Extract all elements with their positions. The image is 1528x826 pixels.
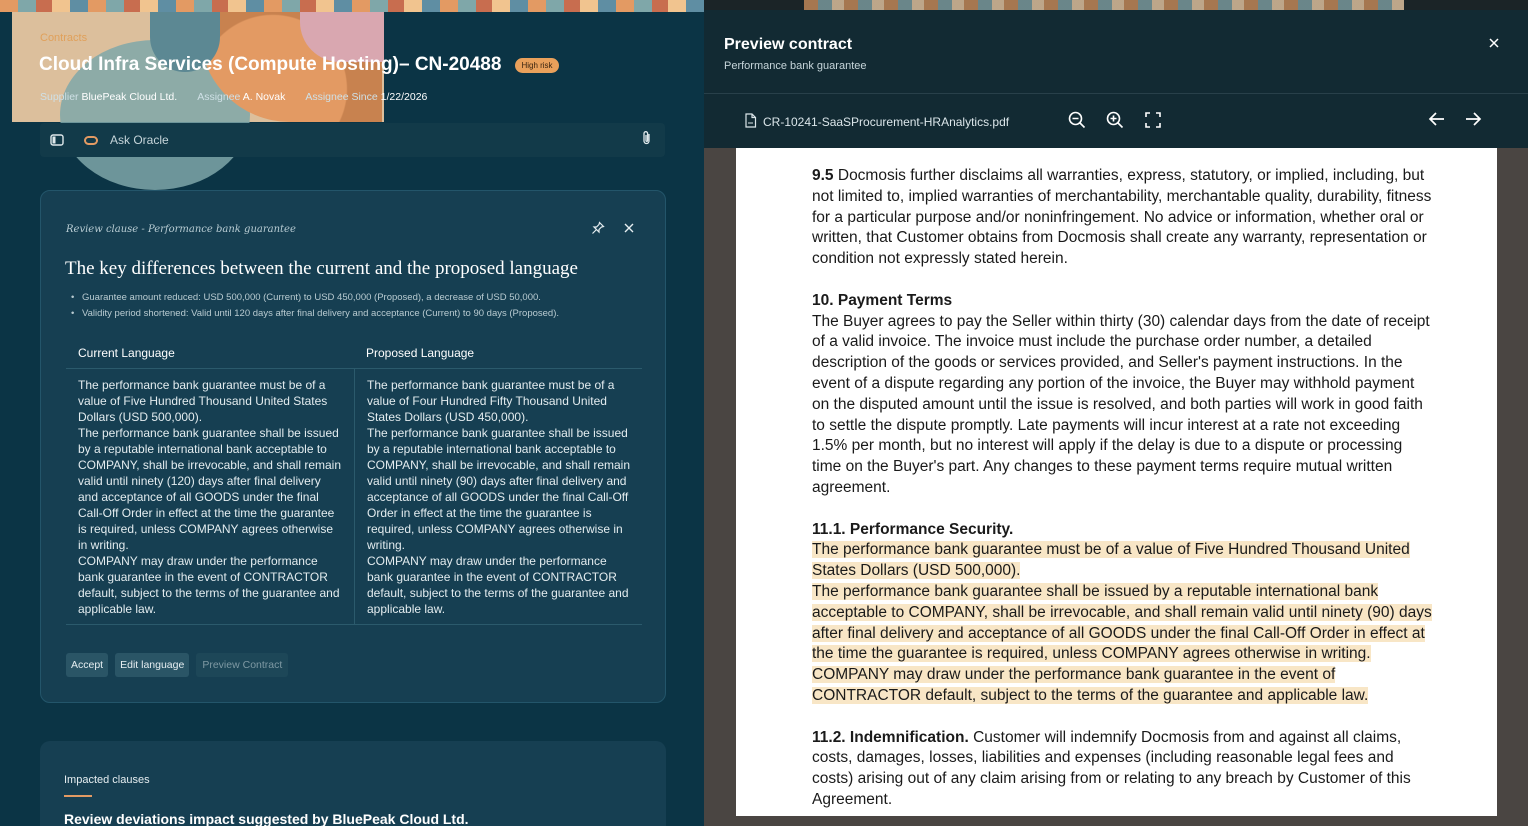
close-icon[interactable]	[623, 221, 635, 240]
supplier-meta: Supplier BluePeak Cloud Ltd.	[40, 91, 178, 103]
table-header	[66, 341, 642, 369]
document-toolbar	[704, 94, 1528, 148]
pdf-file-icon	[744, 113, 757, 131]
highlighted-clause: COMPANY may draw under the performance bank guarantee in the event of CONTRACTOR default, subject to the terms of the guarantee and applicable law.	[812, 666, 1369, 704]
card-button-row	[66, 653, 288, 677]
file-name	[744, 113, 1009, 131]
risk-badge: High risk	[515, 58, 558, 73]
zoom-out-icon[interactable]	[1068, 111, 1086, 134]
page-navigation	[1428, 111, 1482, 132]
section-9-5: 9.5 Docmosis further disclaims all warranties, express, statutory, or implied, including, but not limited to, implied warranties of merchantability, merchantable quality, durability, fitness for a particular purpose and/or noninfringement. No advice or information, whether oral or written, that Customer obtains from Docmosis shall create any warranty, representation or condition not expressly stated herein.	[812, 167, 1432, 268]
close-preview-icon[interactable]	[1488, 36, 1500, 54]
zoom-tools	[1068, 111, 1162, 134]
accept-button[interactable]: Accept	[66, 653, 108, 677]
col-proposed-header: Proposed Language	[366, 346, 475, 360]
ask-input[interactable]: Ask Oracle	[110, 133, 169, 147]
edit-language-button[interactable]: Edit language	[115, 653, 189, 677]
section-11-2: 11.2. Indemnification. Customer will indemnify Docmosis from and against all claims, costs, damages, losses, liabilities and expenses (including reasonable legal fees and costs) arising out of any claim arising from or relating to any breach by Customer of this Agreement.	[812, 728, 1411, 808]
attach-icon[interactable]	[641, 130, 653, 151]
assignee-meta: Assignee A. Novak	[197, 91, 286, 103]
review-clause-card	[40, 190, 666, 703]
highlighted-clause: The performance bank guarantee shall be issued by a reputable international bank acceptable to COMPANY, shall be irrevocable, and shall remain valid until ninety (90) days after final delivery and acceptance of all GOODS under the final Call-Off Order in effect at the time the guarantee is required, unless COMPANY agrees otherwise in writing.	[812, 582, 1432, 663]
preview-header	[704, 10, 1528, 94]
page-title: Cloud Infra Services (Compute Hosting)– CN-20488	[39, 54, 502, 75]
pin-icon[interactable]	[591, 221, 605, 240]
col-current-header: Current Language	[78, 346, 175, 360]
differences-list	[71, 290, 559, 322]
document-page	[736, 148, 1497, 816]
card-actions	[591, 221, 635, 240]
zoom-in-icon[interactable]	[1106, 111, 1124, 134]
contract-meta	[40, 91, 427, 103]
current-language-cell: The performance bank guarantee must be of a value of Five Hundred Thousand United States Dollars (USD 500,000). The performance bank guarantee shall be issued by a reputable international bank acceptable to COMPANY, shall be irrevocable, and shall remain valid until ninety (120) days after final delivery and acceptance of all GOODS under the final Call-Off Order in effect at the time the guarantee is required, unless COMPANY agrees otherwise in writing. COMPANY may draw under the performance bank guarantee in the event of CONTRACTOR default, subject to the terms of the guarantee and applicable law.	[78, 378, 342, 616]
preview-subtitle: Performance bank guarantee	[724, 60, 867, 72]
sidebar-toggle-icon[interactable]	[40, 123, 74, 157]
breadcrumb[interactable]: Contracts	[40, 32, 88, 44]
backdrop-strip	[804, 0, 1404, 10]
arrow-right-icon[interactable]	[1464, 111, 1482, 132]
tab-underline	[64, 795, 92, 797]
preview-title: Preview contract	[724, 36, 853, 53]
preview-contract-panel	[704, 0, 1528, 826]
difference-item: • Guarantee amount reduced: USD 500,000 (Current) to USD 450,000 (Proposed), a decrease of USD 50,000.	[71, 290, 559, 306]
impacted-clauses-title: Review deviations impact suggested by BluePeak Cloud Ltd.	[64, 811, 469, 826]
highlighted-clause: The performance bank guarantee must be of a value of Five Hundred Thousand United States Dollars (USD 500,000).	[812, 541, 1410, 580]
document-text	[812, 166, 1432, 826]
ask-oracle-bar[interactable]	[40, 123, 665, 157]
section-11-1: 11.1. Performance Security. The performance bank guarantee must be of a value of Five Hundred Thousand United States Dollars (USD 500,000). The performance bank guarantee shall be issued by a reputable international bank acceptable to COMPANY, shall be irrevocable, and shall remain valid until ninety (90) days after final delivery and acceptance of all GOODS under the final Call-Off Order in effect at the time the guarantee is required, unless COMPANY agrees otherwise in writing. COMPANY may draw under the performance bank guarantee in the event of CONTRACTOR default, subject to the terms of the guarantee and applicable law.	[812, 520, 1432, 704]
card-kicker: Review clause - Performance bank guarantee	[66, 224, 296, 235]
language-comparison-table	[66, 341, 642, 625]
section-10: 10. Payment Terms The Buyer agrees to pay the Seller within thirty (30) calendar days from the date of receipt of a valid invoice. The invoice must include the purchase order number, a detailed description of the goods or services provided, and Seller's payment instructions. In the event of a dispute regarding any portion of the invoice, the Buyer may withhold payment on the disputed amount until the issue is resolved, and both parties will work in good faith to settle the dispute promptly. Late payments will incur interest at a rate not exceeding 1.5% per month, but no interest will apply if the delay is due to a dispute or processing time on the Buyer's part. Any changes to these payment terms require mutual written agreement.	[812, 291, 1430, 496]
document-viewer[interactable]	[704, 148, 1528, 826]
impacted-clauses-card	[40, 741, 666, 826]
arrow-left-icon[interactable]	[1428, 111, 1446, 132]
difference-item: • Validity period shortened: Valid until 120 days after final delivery and acceptance (Current) to 90 days (Proposed).	[71, 306, 559, 322]
proposed-language-cell: The performance bank guarantee must be of a value of Four Hundred Fifty Thousand United States Dollars (USD 450,000). The performance bank guarantee shall be issued by a reputable international bank acceptable to COMPANY, shall be irrevocable, and shall remain valid until ninety (90) days after final delivery and acceptance of all GOODS under the final Call-Off Order in effect at the time the guarantee is required, unless COMPANY agrees otherwise in writing. COMPANY may draw under the performance bank guarantee in the event of CONTRACTOR default, subject to the terms of the guarantee and applicable law.	[354, 369, 642, 624]
table-row	[66, 369, 642, 625]
contract-detail-pane	[0, 0, 704, 826]
oracle-logo-icon	[84, 136, 98, 145]
assignee-since-meta: Assignee Since 1/22/2026	[305, 91, 428, 103]
fullscreen-icon[interactable]	[1144, 111, 1162, 134]
title-row	[39, 54, 559, 76]
card-heading: The key differences between the current and the proposed language	[65, 258, 578, 279]
file-name-text: CR-10241-SaaSProcurement-HRAnalytics.pdf	[763, 115, 1010, 129]
preview-contract-button[interactable]: Preview Contract	[196, 653, 288, 677]
impacted-clauses-label: Impacted clauses	[64, 774, 150, 786]
